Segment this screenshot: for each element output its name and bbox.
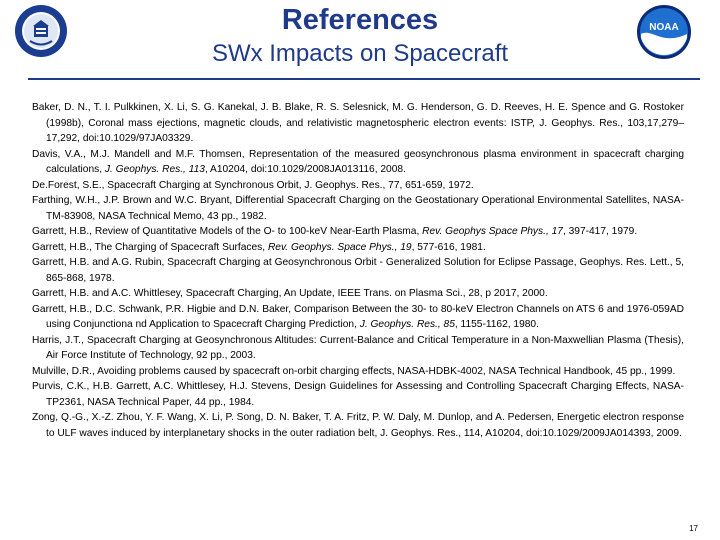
reference-item: [32, 286, 684, 302]
page-title: References: [281, 4, 439, 36]
svg-text:NOAA: NOAA: [649, 22, 679, 33]
header-divider: [28, 78, 700, 80]
reference-item: [32, 147, 684, 178]
reference-text: Harris, J.T., Spacecraft Charging at Geosynchronous Altitudes: Current-Balance and Critical Temperature in a Non-Maxwellian Plasma (Thesis), Air Force Institute of Technology, 92 pp., 2003.: [32, 334, 684, 361]
reference-text: Zong, Q.-G., X.-Z. Zhou, Y. F. Wang, X. Li, P. Song, D. N. Baker, T. A. Fritz, P. W. Daly, M. Dunlop, and A. Pedersen, Energetic electron response to ULF waves induced by interplanetary shocks in the outer radiation belt, J. Geophys. Res., 114, A10204, doi:10.1029/2009JA014393, 2009.: [32, 412, 684, 439]
reference-text: Mulville, D.R., Avoiding problems caused by spacecraft on-orbit charging effects, NASA-HDBK-4002, NASA Technical Handbook, 45 pp., 1999.: [32, 365, 676, 377]
reference-item: [32, 193, 684, 224]
reference-text: Farthing, W.H., J.P. Brown and W.C. Bryant, Differential Spacecraft Charging on the Geostationary Operational Environmental Satellites, NASA-TM-83908, NASA Technical Memo, 43 pp., 1982.: [32, 195, 684, 222]
reference-item: [32, 333, 684, 364]
reference-item: [32, 224, 684, 240]
reference-text: , A10204, doi:10.1029/2008JA013116, 2008.: [204, 164, 406, 175]
reference-text: Garrett, H.B. and A.C. Whittlesey, Spacecraft Charging, An Update, IEEE Trans. on Plasma Sci., 28, p 2017, 2000.: [32, 288, 548, 299]
reference-text: Davis, V.A., M.J. Mandell and M.F. Thomsen, Representation of the measured geosynchronous plasma environment in spacecraft charging calculations,: [32, 148, 684, 175]
reference-journal: J. Geophys. Res., 113: [104, 164, 205, 175]
reference-item: [32, 410, 684, 441]
reference-item: [32, 240, 684, 256]
reference-item: [32, 379, 684, 410]
reference-text: , 577-616, 1981.: [411, 241, 486, 253]
reference-journal: J. Geophys. Res., 85: [359, 319, 455, 330]
reference-text: De.Forest, S.E., Spacecraft Charging at Synchronous Orbit, J. Geophys. Res., 77, 651-659, 1972.: [32, 179, 474, 191]
noaa-logo-icon: [636, 4, 692, 60]
reference-item: [32, 255, 684, 286]
reference-text: Purvis, C.K., H.B. Garrett, A.C. Whittlesey, H.J. Stevens, Design Guidelines for Assessing and Controlling Spacecraft Charging Effects, NASA-TP2361, NASA Technical Paper, 44 pp., 1984.: [32, 381, 684, 408]
reference-list: [32, 100, 684, 441]
reference-item: [32, 302, 684, 333]
reference-text: Garrett, H.B. and A.G. Rubin, Spacecraft Charging at Geosynchronous Orbit - Generalized Solution for Eclipse Passage, Geophys. Res. Lett., 5, 865-868, 1978.: [32, 257, 684, 284]
reference-text: , 1155-1162, 1980.: [454, 319, 539, 330]
page-subtitle: SWx Impacts on Spacecraft: [211, 40, 509, 67]
reference-journal: Rev. Geophys Space Phys., 17: [422, 226, 563, 237]
reference-text: Garrett, H.B., The Charging of Spacecraft Surfaces,: [32, 241, 268, 253]
reference-journal: Rev. Geophys. Space Phys., 19: [267, 241, 412, 253]
reference-text: , 397-417, 1979.: [562, 226, 638, 237]
reference-item: [32, 100, 684, 147]
reference-text: Garrett, H.B., D.C. Schwank, P.R. Higbie and D.N. Baker, Comparison Between the 30- to 80-keV Electron Channels on ATS 6 and 1976-059AD using Conjunctiona nd Application to Spacecraft Charging Prediction,: [32, 303, 684, 330]
reference-text: Baker, D. N., T. I. Pulkkinen, X. Li, S. G. Kanekal, J. B. Blake, R. S. Selesnick, M. G. Henderson, G. D. Reeves, H. E. Spence and G. Rostoker (1998b), Coronal mass ejections, magnetic clouds, and relativistic magnetospheric electron events: ISTP, J. Geophys. Res., 103,17,279–17,292, doi:10.1029/97JA03329.: [32, 102, 684, 144]
page-number: 17: [689, 524, 698, 533]
reference-item: [32, 178, 684, 194]
reference-text: Garrett, H.B., Review of Quantitative Models of the O- to 100-keV Near-Earth Plasma,: [32, 226, 423, 237]
reference-item: [32, 364, 684, 380]
